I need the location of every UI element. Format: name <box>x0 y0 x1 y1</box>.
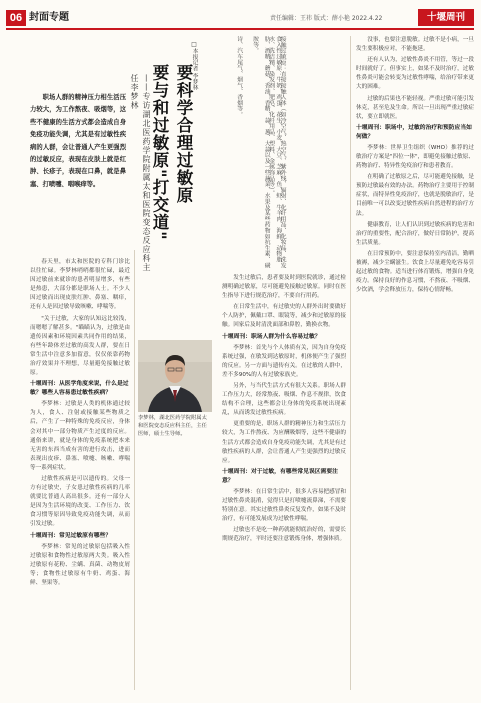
headline-line-1: 要科学合理过敏原 <box>174 64 193 204</box>
paragraph: 发生过敏后，患者要及时到医院就诊，通过检测明确过敏原，尽可能避免接触过敏原。同时在医生指导下进行规范治疗，不要自行用药。 <box>222 275 346 300</box>
paragraph: 李梦林：在日常生活中，很多人容易把感冒和过敏性鼻炎混淆，觉得只是打喷嚏流鼻涕，不需要特别在意。其实过敏性鼻炎反复发作，如果不及时治疗，有可能发展成为过敏性哮喘。 <box>222 488 346 523</box>
interview-question: 十堰周刊：常见过敏原有哪些？ <box>30 532 112 539</box>
paragraph: 李梦林：过敏是人类的机体通过较为人，食人、注射或接触某些物质之后，产生了一种特殊的免疫反应，身体会对其中一部分物质产生过度的反应。通俗来讲，就是身体的免疫系统把本来无害的东西当成有害的进行攻击，进而表现出皮疹、鼻塞、喷嚏、咳嗽、哮喘等一系列症状。 <box>30 401 130 471</box>
paragraph: 更重要的是，职场人群的精神压力和生活压力较大，为工作熬夜、为应酬吸烟等，这些不健康的生活方式都会造成自身免疫功能失调，尤其是有过敏性疾病的人群，会让普通人产生更强烈的过敏反应。 <box>222 421 346 464</box>
headline-subtitle: ——专访湖北医药学院附属太和医院变态反应科主任李梦林 <box>130 74 151 272</box>
paragraph: 李梦林：首先与个人体质有关，因为自身免疫系统过强，在敏发到达敏原时，机体便产生了强烈的反应。另一方面与遗传有关。在过敏的人群中，差不多90%的人有过敏家族史。 <box>222 344 346 378</box>
headline-block <box>124 36 198 276</box>
photo-caption: 李梦林，湖北医药学院附属太和医院变态反应科主任，主任医师，硕士生导师。 <box>138 415 207 437</box>
paragraph: 在明确了过敏原之后，尽可能避免接触，是预防过敏最有效的办法。药物治疗主要用于控制症状，而特异性免疫治疗，也就是脱敏治疗，是目前唯一可以改变过敏性疾病自然进程的治疗方法。 <box>356 174 474 217</box>
reporter-byline: □本报记者 李梦林 <box>191 42 197 91</box>
paragraph: 过敏的后果也不能轻视。严重过敏可能引发休克，甚至危及生命。所以一旦出现严重过敏症状，要立即就医。 <box>356 95 474 120</box>
interview-question: 十堰周刊：从医学角度来说，什么是过敏？哪些人容易患过敏性疾病？ <box>30 381 129 397</box>
paragraph: 在日常预防中，要注意保持室内清洁，勤晒被褥，减少尘螨滋生。饮食上尽量避免吃容易引起过敏的食物。适当进行体育锻炼，增强自身免疫力。保持良好的作息习惯，不熬夜、不吸烟、少饮酒，学会释放压力，保持心情舒畅。 <box>356 250 474 294</box>
paragraph: "关于过敏，大家的认知远比较浅，而嗯嗯了解甚多。"瞄瞄认为，过敏是由遗传因素和环境因素共同作用的结果，有些年龄体差过敏的高发人群，要在日常生活中注意多加留意，仅仅依靠药物治疗效果并不理想，尽量避免接触过敏原。 <box>30 315 130 377</box>
paragraph: 春天里，市太和医院的专科门诊比以往忙碌。李梦林哨哨都很忙碌，最近因过敏前来就诊的患者明显增多，有些是热患，大部分都是职场人士。不少人因过敏而出现皮肤红肿、鼻塞、咽痒，还有人是因过敏导致咳嗽、哮喘等。 <box>30 259 130 311</box>
vertical-column <box>232 36 244 270</box>
editor-credits: 责任编辑：王祎 版式：薛小艳 2022.4.22 <box>270 15 383 22</box>
paragraph: 在日常生活中，有过敏史的人群外出时要做好个人防护，佩戴口罩、眼镜等，减少和过敏原的接触。回家后及时清洗面部和鼻腔，勤换衣物。 <box>222 304 346 329</box>
paragraph: 另外，与当代生活方式有很大关系。职场人群工作压力大，经常熬夜、吸烟、作息不规律，饮食结构不合理，这些都会让身体的免疫系统出现紊乱，从而诱发过敏性疾病。 <box>222 382 346 417</box>
column-divider <box>350 36 351 690</box>
interview-question: 十堰周刊：对于过敏，有哪些常见误区需要注意？ <box>222 468 338 484</box>
paragraph: 李梦林：世界卫生组织（WHO）推荐的过敏治疗方案是"四位一体"，即避免接触过敏原、药物治疗、特异性免疫治疗和患者教育。 <box>356 144 474 170</box>
interview-question: 十堰周刊：职场中，过敏的治疗和预防应当如何做？ <box>356 124 472 140</box>
headline-line-2: 要与和过敏原"打交道" <box>150 64 169 241</box>
article-column-2 <box>222 274 346 692</box>
paragraph: 健康教育，让人们认识到过敏疾病的危害和治疗的重要性，配合治疗，做好日常防护，提高生活质量。 <box>356 221 474 246</box>
page-header <box>0 0 481 28</box>
paragraph: 李梦林：常见的过敏原包括吸入性过敏原和食物性过敏原两大类。吸入性过敏原有花粉、尘螨、真菌、动物皮屑等；食物性过敏原有牛奶、鸡蛋、海鲜、坚果等。 <box>30 543 130 586</box>
section-name: 封面专题 <box>29 12 69 23</box>
lede-text: 职场人群的精神压力相生活压力较大，为工作熬夜、吸烟等，这些不健康的生活方式都会造成自身免疫功能失调，尤其是有过敏性疾病的人群，会让普通人产生更强烈的过敏反应，表现在皮肤上就是红肿、长疹子，表现在口鼻，就是鼻塞、打喷嚏、咽喉痒等。 <box>30 94 126 188</box>
header-rule <box>6 28 474 30</box>
paragraph: 还有人认为，过敏性鼻炎不用管，等过一段时间就好了。但事实上，如果不及时治疗，过敏性鼻炎可能会转变为过敏性哮喘，给治疗带来更大的困难。 <box>356 57 474 91</box>
column-divider <box>134 250 135 690</box>
portrait-image <box>138 340 212 412</box>
interview-question: 十堰周刊：职场人群为什么容易过敏？ <box>222 333 321 340</box>
page-number: 06 <box>6 10 26 26</box>
newspaper-name: 十堰周刊 <box>418 9 474 26</box>
article-column-3 <box>356 36 474 692</box>
paragraph: 没事，也要注意脱敏。过敏不是小病，一旦发生要积极应对，不能拖延。 <box>356 37 474 53</box>
lede-summary <box>30 92 126 237</box>
paragraph: 过敏也不是吃一种药就能彻底治好的，需要长期规范治疗，平时还要注意锻炼身体，增强体质。 <box>222 527 346 543</box>
portrait-photo <box>138 340 212 412</box>
paragraph: 过敏性疾病是可以遗传的。父母一方有过敏史，子女患过敏性疾病的几率就要比普通人高出很多。还有一部分人是因为生活环境的改变、工作压力、饮食习惯等原因导致免疫功能失调，从而引发过敏。 <box>30 475 130 528</box>
vertical-column-text: 食入性过敏原：牛奶、鸡蛋、花生、小麦、大豆、芝麻、鱼、虾、牛羊肉、海鲜、动物脂肪、酒精、蘑菇、香油、香精、蒜、葱、大蒜以及一些蔬菜、水果及某些药物如抗生素、磺胺等。 <box>251 36 281 268</box>
article-column-1 <box>30 258 130 690</box>
vertical-column-text: 接触过敏原：直接接触人体（如冷空气、热空气、紫外线、辐射、化纤用品、化妆品、洗发水、洗洁精、染发剂、肥皂、化纤用品、塑料、金属饰品等）。 <box>267 36 286 268</box>
vertical-column-text: 诗、汽车尾气、烟气、香烟等。 <box>235 36 242 118</box>
